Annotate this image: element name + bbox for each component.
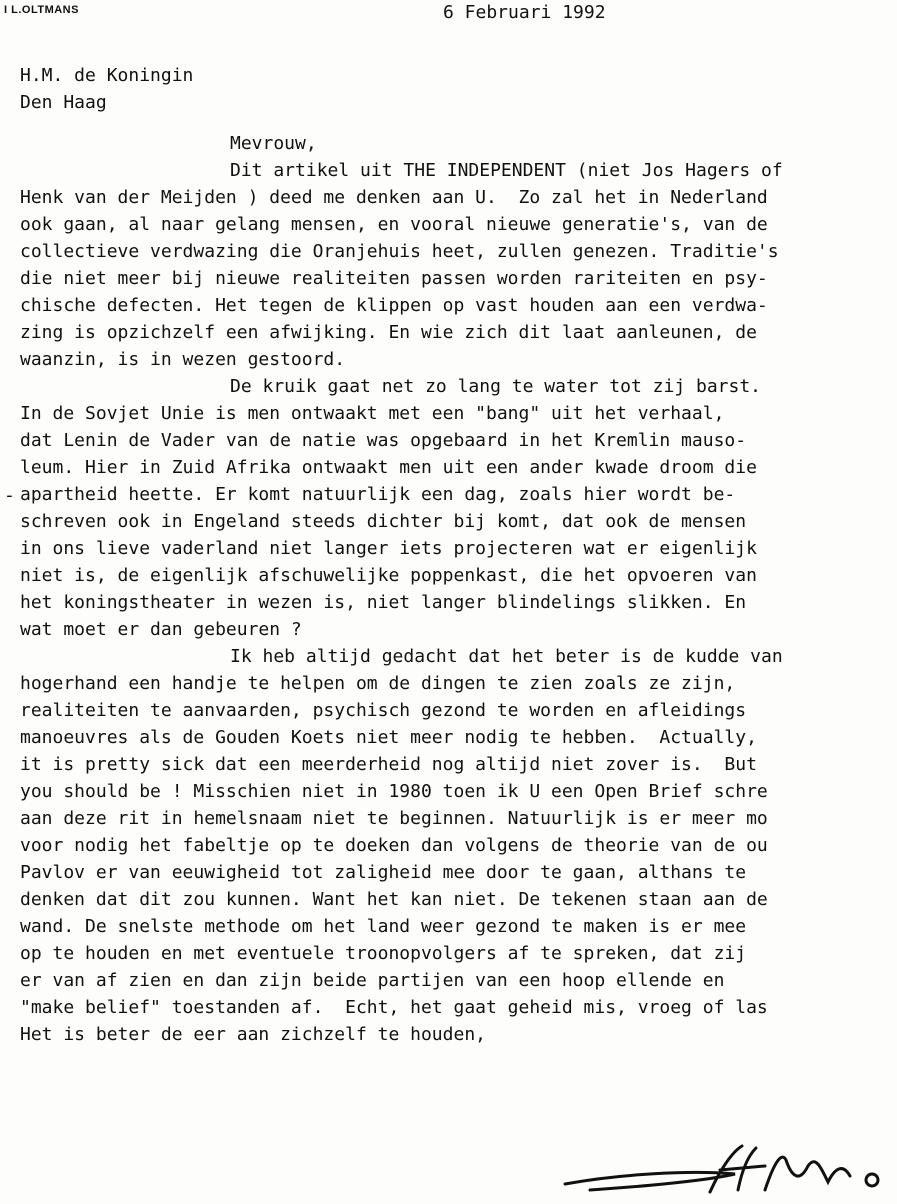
- text-line: schreven ook in Engeland steeds dichter bij komt, dat ook de mensen: [20, 511, 747, 532]
- text-line: het koningstheater in wezen is, niet langer blindelings slikken. En: [20, 592, 747, 613]
- text-line: Henk van der Meijden ) deed me denken aan U. Zo zal het in Nederland: [20, 187, 768, 208]
- text-line: in ons lieve vaderland niet langer iets projecteren wat er eigenlijk: [20, 538, 757, 559]
- address-line: H.M. de Koningin: [20, 65, 194, 86]
- text-line: leum. Hier in Zuid Afrika ontwaakt men uit een ander kwade droom die: [20, 457, 757, 478]
- text-line: In de Sovjet Unie is men ontwaakt met een "bang" uit het verhaal,: [20, 403, 725, 424]
- text-line: realiteiten te aanvaarden, psychisch gezond te worden en afleidings: [20, 700, 747, 721]
- text-line: Pavlov er van eeuwigheid tot zaligheid mee door te gaan, althans te: [20, 862, 747, 883]
- signature-scribble: [560, 1140, 890, 1200]
- text-line: collectieve verdwazing die Oranjehuis heet, zullen genezen. Traditie's: [20, 241, 779, 262]
- letterhead: I L.OLTMANS: [4, 4, 79, 16]
- text-line: er van af zien en dan zijn beide partijen van een hoop ellende en: [20, 970, 725, 991]
- text-line: De kruik gaat net zo lang te water tot zij barst.: [230, 376, 762, 397]
- letter-body: [0, 130, 897, 1048]
- recipient-address: [20, 62, 193, 116]
- text-line: chische defecten. Het tegen de klippen op vast houden aan een verdwa-: [20, 295, 768, 316]
- text-line: denken dat dit zou kunnen. Want het kan niet. De tekenen staan aan de: [20, 889, 768, 910]
- text-line: you should be ! Misschien niet in 1980 toen ik U een Open Brief schre: [20, 781, 768, 802]
- text-line: aan deze rit in hemelsnaam niet te beginnen. Natuurlijk is er meer mo: [20, 808, 768, 829]
- letter-date: 6 Februari 1992: [443, 2, 606, 23]
- text-line: Het is beter de eer aan zichzelf te houden,: [20, 1024, 486, 1045]
- text-line: zing is opzichzelf een afwijking. En wie zich dit laat aanleunen, de: [20, 322, 757, 343]
- text-line: die niet meer bij nieuwe realiteiten passen worden rariteiten en psy-: [20, 268, 768, 289]
- text-line: wat moet er dan gebeuren ?: [20, 619, 302, 640]
- text-line: waanzin, is in wezen gestoord.: [20, 349, 346, 370]
- text-line: Dit artikel uit THE INDEPENDENT (niet Jos Hagers of: [230, 160, 783, 181]
- handwritten-signature: [560, 1140, 890, 1200]
- text-line: hogerhand een handje te helpen om de dingen te zien zoals ze zijn,: [20, 673, 736, 694]
- margin-mark: -: [4, 485, 15, 506]
- text-line: dat Lenin de Vader van de natie was opgebaard in het Kremlin mauso-: [20, 430, 747, 451]
- text-line: "make belief" toestanden af. Echt, het gaat geheid mis, vroeg of las: [20, 997, 768, 1018]
- text-line: Ik heb altijd gedacht dat het beter is de kudde van: [230, 646, 783, 667]
- text-line: op te houden en met eventuele troonopvolgers af te spreken, dat zij: [20, 943, 747, 964]
- address-line: Den Haag: [20, 92, 107, 113]
- text-line: wand. De snelste methode om het land weer gezond te maken is er mee: [20, 916, 747, 937]
- text-line: voor nodig het fabeltje op te doeken dan volgens de theorie van de ou: [20, 835, 768, 856]
- text-line: apartheid heette. Er komt natuurlijk een dag, zoals hier wordt be-: [20, 484, 736, 505]
- salutation: Mevrouw,: [230, 133, 317, 154]
- text-line: manoeuvres als de Gouden Koets niet meer nodig te hebben. Actually,: [20, 727, 757, 748]
- text-line: niet is, de eigenlijk afschuwelijke poppenkast, die het opvoeren van: [20, 565, 757, 586]
- text-line: it is pretty sick dat een meerderheid nog altijd niet zover is. But: [20, 754, 757, 775]
- text-line: ook gaan, al naar gelang mensen, en vooral nieuwe generatie's, van de: [20, 214, 768, 235]
